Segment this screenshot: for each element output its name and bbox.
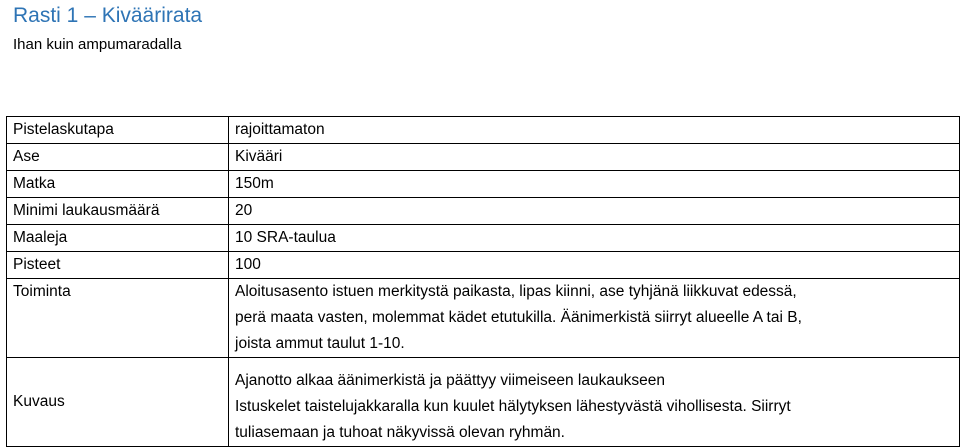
- row-label: Pistelaskutapa: [7, 117, 229, 144]
- toiminta-line: joista ammut taulut 1-10.: [235, 335, 405, 352]
- table-row: [7, 198, 960, 225]
- kuvaus-line: tuliasemaan ja tuhoat näkyvissä olevan ryhmän.: [235, 424, 565, 441]
- toiminta-line: perä maata vasten, molemmat kädet etutukilla. Äänimerkistä siirryt alueelle A tai B,: [235, 309, 802, 326]
- table-row: [7, 252, 960, 279]
- row-label: Toiminta: [7, 279, 229, 358]
- row-value: 20: [229, 198, 960, 225]
- row-label: Ase: [7, 144, 229, 171]
- row-value: rajoittamaton: [229, 117, 960, 144]
- toiminta-text: [229, 279, 960, 358]
- row-value: Kivääri: [229, 144, 960, 171]
- page-subtitle: Ihan kuin ampumaradalla: [13, 36, 182, 53]
- table-row-kuvaus: [7, 358, 960, 447]
- page-title: Rasti 1 – Kiväärirata: [13, 4, 203, 27]
- kuvaus-text: [229, 358, 960, 447]
- row-value: 100: [229, 252, 960, 279]
- kuvaus-line: Istuskelet taistelujakkaralla kun kuulet hälytyksen lähestyvästä vihollisesta. Siirryt: [235, 398, 791, 415]
- table-row-toiminta: [7, 279, 960, 358]
- table-row: [7, 225, 960, 252]
- table-row: [7, 117, 960, 144]
- row-label: Pisteet: [7, 252, 229, 279]
- table-row: [7, 144, 960, 171]
- table-row: [7, 171, 960, 198]
- toiminta-line: Aloitusasento istuen merkitystä paikasta, lipas kiinni, ase tyhjänä liikkuvat edessä,: [235, 283, 797, 300]
- row-label: Maaleja: [7, 225, 229, 252]
- row-value: 10 SRA-taulua: [229, 225, 960, 252]
- row-label: Minimi laukausmäärä: [7, 198, 229, 225]
- stage-info-table: [6, 116, 960, 447]
- row-label: Matka: [7, 171, 229, 198]
- row-value: 150m: [229, 171, 960, 198]
- paragraph-spacer: [235, 358, 953, 368]
- row-label: Kuvaus: [7, 358, 229, 447]
- kuvaus-line: Ajanotto alkaa äänimerkistä ja päättyy viimeiseen laukaukseen: [235, 372, 665, 389]
